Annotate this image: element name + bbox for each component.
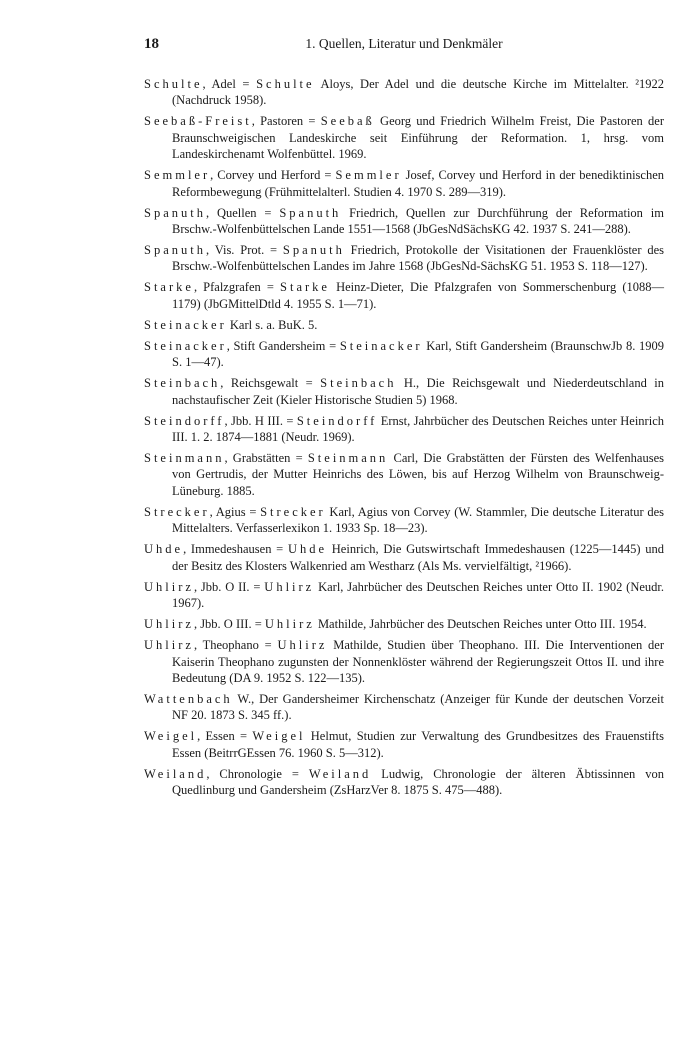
bibliography-entry <box>144 450 664 499</box>
entry-key: Steinacker <box>144 338 227 353</box>
entry-key: Steinbach <box>144 376 221 391</box>
bibliography-entry <box>144 504 664 537</box>
entry-key: Spanuth <box>144 243 206 258</box>
entry-key: Uhlirz <box>144 579 194 594</box>
entry-key: Starke <box>144 280 194 295</box>
bibliography-entry <box>144 579 664 612</box>
entry-author: Steinbach <box>320 376 397 391</box>
entry-author: Uhlirz <box>264 579 315 594</box>
entry-author: Weigel <box>252 729 306 744</box>
entry-key: Schulte <box>144 77 203 91</box>
bibliography-entry <box>144 375 664 408</box>
entry-author: Schulte <box>256 77 315 91</box>
bibliography-entry <box>144 691 664 724</box>
entry-key: Uhlirz <box>144 617 194 632</box>
entry-text: Josef, Corvey und Herford in der benediktinischen Reformbewegung (Frühmittelalterl. Studien 4. 1970 S. 289—319). <box>172 168 664 199</box>
entry-text: Heinz-Dieter, Die Pfalzgrafen von Sommerschenburg (1088—1179) (JbGMittelDtld 4. 1955 S. 1—71). <box>172 280 665 311</box>
entry-short-title: , Chronologie = <box>206 766 309 781</box>
entry-short-title: , Pfalzgrafen = <box>193 280 281 295</box>
entry-author: Steindorff <box>296 413 378 428</box>
entry-key: Wattenbach <box>144 691 233 706</box>
entry-short-title: , Adel = <box>202 77 257 91</box>
entry-author: Uhlirz <box>264 617 315 632</box>
entry-key: Strecker <box>144 504 210 519</box>
bibliography-entry <box>144 167 664 200</box>
entry-key: Uhlirz <box>144 638 194 653</box>
entry-text: Carl, Die Grabstätten der Fürsten des Welfenhauses von Gertrudis, der Mutter Heinrichs des Löwen, bis auf Herzog Wilhelm von Braunschweig-Lüneburg. 1885. <box>172 451 664 498</box>
entry-text: Karl, Agius von Corvey (W. Stammler, Die deutsche Literatur des Mittelalters. Verfasserlexikon 1. 1933 Sp. 18—23). <box>172 504 664 536</box>
entry-short-title: , Corvey und Herford = <box>210 168 336 183</box>
entry-short-title: , Jbb. O III. = <box>193 617 265 632</box>
bibliography-list <box>144 76 664 803</box>
entry-author: Uhde <box>287 542 328 557</box>
entry-text: Heinrich, Die Gutswirtschaft Immedeshausen (1225—1445) und der Besitz des Klosters Walkenried am Westharz (Als Ms. vervielfältigt, ²1966). <box>172 542 664 573</box>
entry-short-title: , Essen = <box>197 729 253 744</box>
entry-text: Karl, Stift Gandersheim (BraunschwJb 8. 1909 S. 1—47). <box>172 338 665 370</box>
page-header <box>144 36 664 58</box>
entry-text: Ernst, Jahrbücher des Deutschen Reiches unter Heinrich III. 1. 2. 1874—1881 (Neudr. 1969). <box>172 413 664 445</box>
entry-key: Uhde <box>144 542 184 557</box>
entry-text: Mathilde, Jahrbücher des Deutschen Reiches unter Otto III. 1954. <box>314 617 647 632</box>
entry-text: H., Die Reichsgewalt und Niederdeutschland in nachstaufischer Zeit (Kieler Historische Studien 5) 1968. <box>172 376 664 407</box>
bibliography-entry <box>144 317 664 333</box>
bibliography-entry <box>144 205 664 238</box>
entry-key: Steinacker <box>144 317 227 332</box>
bibliography-entry <box>144 541 664 574</box>
entry-short-title: , Immedeshausen = <box>183 542 288 557</box>
entry-author: Spanuth <box>282 243 345 258</box>
bibliography-entry <box>144 338 664 371</box>
entry-author: Uhlirz <box>277 638 328 653</box>
entry-key: Semmler <box>144 168 211 183</box>
entry-text: Helmut, Studien zur Verwaltung des Grundbesitzes des Frauenstifts Essen (BeitrrGEssen 76. 1960 S. 5—312). <box>172 729 664 760</box>
bibliography-entry <box>144 637 664 686</box>
entry-text: Friedrich, Quellen zur Durchführung der Reformation im Brschw.-Wolfenbüttelschen Lande 1551—1568 (JbGesNdSächsKG 42. 1937 S. 241—288). <box>172 205 664 237</box>
bibliography-entry <box>144 279 664 312</box>
entry-author: Semmler <box>335 168 402 183</box>
entry-author: Spanuth <box>279 205 342 220</box>
bibliography-entry <box>144 76 664 109</box>
entry-short-title: , Theophano = <box>193 638 278 653</box>
bibliography-entry <box>144 113 664 162</box>
entry-author: Starke <box>280 280 330 295</box>
page-number: 18 <box>144 36 159 52</box>
entry-short-title: , Quellen = <box>205 205 280 220</box>
entry-key: Weiland <box>144 766 207 781</box>
bibliography-entry <box>144 413 664 446</box>
bibliography-entry <box>144 766 664 799</box>
entry-key: Weigel <box>144 729 198 744</box>
entry-text: Friedrich, Protokolle der Visitationen der Frauenklöster des Brschw.-Wolfenbüttelschen Landes im Jahre 1568 (JbGesNd-SächsKG 51. 1953 S. 118—127). <box>172 243 664 274</box>
entry-author: Steinacker <box>339 338 423 353</box>
entry-text: Karl, Jahrbücher des Deutschen Reiches unter Otto II. 1902 (Neudr. 1967). <box>172 579 664 611</box>
entry-key: Seebaß-Freist <box>144 114 252 129</box>
entry-text: Georg und Friedrich Wilhelm Freist, Die Pastoren der Braunschweigischen Landeskirche seit Einführung der Reformation. 1, hrsg. vom Landeskirchenamt Wolfenbüttel. 1969. <box>172 114 664 162</box>
running-title: 1. Quellen, Literatur und Denkmäler <box>305 36 503 51</box>
entry-text: Karl s. a. BuK. 5. <box>226 317 318 332</box>
entry-short-title: , Agius = <box>209 504 261 519</box>
bibliography-entry <box>144 728 664 761</box>
entry-key: Steinmann <box>144 451 225 466</box>
entry-short-title: , Jbb. H III. = <box>224 413 297 428</box>
entry-key: Spanuth <box>144 205 206 220</box>
bibliography-entry <box>144 242 664 275</box>
entry-short-title: , Grabstätten = <box>224 451 308 466</box>
entry-author: Weiland <box>308 766 372 781</box>
entry-short-title: , Pastoren = <box>251 114 321 129</box>
entry-text: W., Der Gandersheimer Kirchenschatz (Anzeiger für Kunde der deutschen Vorzeit NF 20. 1873 S. 345 ff.). <box>172 691 664 723</box>
entry-author: Seebaß <box>320 114 375 129</box>
entry-short-title: , Stift Gandersheim = <box>226 338 340 353</box>
entry-key: Steindorff <box>144 413 225 428</box>
entry-author: Strecker <box>260 504 326 519</box>
entry-short-title: , Vis. Prot. = <box>205 243 283 258</box>
entry-short-title: , Jbb. O II. = <box>193 579 265 594</box>
entry-short-title: , Reichsgewalt = <box>220 376 321 391</box>
bibliography-entry <box>144 616 664 632</box>
entry-text: Mathilde, Studien über Theophano. III. Die Interventionen der Kaiserin Theophano zugunsten der Nonnenklöster während der Regierungszeit Ottos II. und ihre Bedeutung (DA 9. 1952 S. 122—135). <box>172 638 664 685</box>
entry-text: Ludwig, Chronologie der älteren Äbtissinnen von Quedlinburg und Gandersheim (ZsHarzVer 8. 1875 S. 475—488). <box>172 766 664 798</box>
entry-author: Steinmann <box>307 451 389 466</box>
entry-text: Aloys, Der Adel und die deutsche Kirche im Mittelalter. ²1922 (Nachdruck 1958). <box>172 77 664 108</box>
